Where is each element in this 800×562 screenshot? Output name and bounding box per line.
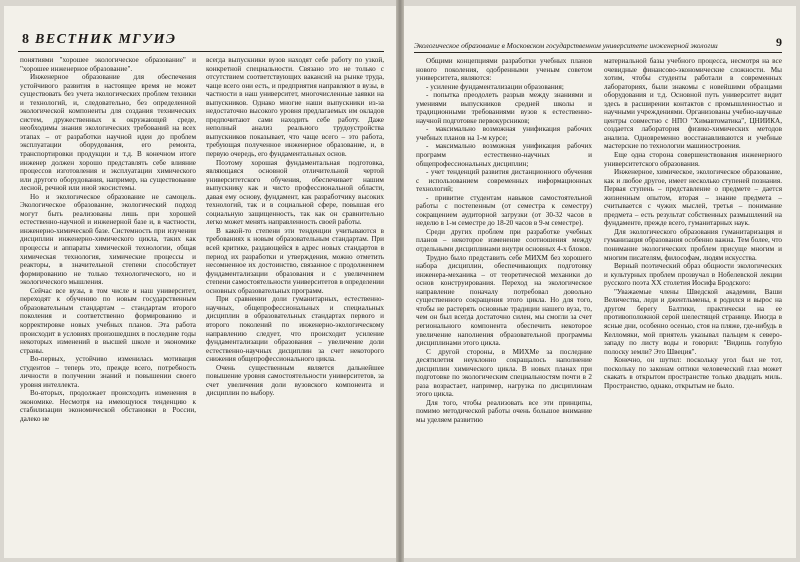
list-item: - максимально возможная унификация рабочих учебных планов на 1-м курсе;	[416, 125, 592, 142]
paragraph: Очень существенным является дальнейшее повышение уровня самостоятельности университетов, за счет увеличения доли вузовского компонента и дисциплин по выбору.	[206, 363, 384, 398]
list-item: - привитие студентам навыков самостоятельной работы с постепенным (от семестра к семестру) сокращением аудиторной загрузки (от 30-32 часов в неделю в 1-м семестре до 18-20 часов в 9-м семестре).	[416, 193, 592, 228]
quote-paragraph: Конечно, он шутил: поскольку угол был не тот, поскольку по законам оптики человеческий глаз может скакать в открытом пространстве только двадцать миль. Пространство, однако, открытым не было.	[604, 356, 782, 390]
running-title: Экологическое образование в Московском государственном университете инженерной экологии	[414, 41, 718, 50]
paragraph: С другой стороны, в МИХМе за последние десятилетия неуклонно сокращалось наполнение дисциплин химического цикла. В новых планах при подготовке по экологическим специальностям почти в 2 раза возрастает, например, нагрузка по дисциплинам этого цикла.	[416, 347, 592, 399]
paragraph: Поэтому хорошая фундаментальная подготовка, являющаяся основной отличительной чертой университетского обучения, обеспечивает нашим выпускнику как и чисто профессиональной области, давая ему основу, фундамент, как разработчику высоких технологий, так и в социальной сфере, повышая его социальную защищенность, так как он сравнительно легко может менять направленность своей работы.	[206, 158, 384, 227]
paragraph: Верный поэтический образ общности экологических и культурных проблем прозвучал в Нобелевской лекции русского поэта XX столетия Иосифа Бродского:	[604, 262, 782, 288]
left-page-column-1	[20, 56, 196, 424]
page-number: 8	[22, 32, 29, 47]
paragraph: Во-первых, устойчиво изменилась мотивация студентов – теперь это, прежде всего, потребность личности в получении знаний и повышении своего уровня интеллекта.	[20, 355, 196, 389]
list-item: - максимально возможная унификация рабочих программ естественно-научных и общепрофессиональных дисциплин;	[416, 142, 592, 168]
paragraph: Инженерное образование для обеспечения устойчивого развития в настоящее время не может существовать без учета экологических проблем техники и технологий, и, следовательно, без определенной экологической компоненты для создания технических систем, дружественных к окружающей среде, необходимы знания экологических требований на всех этапах – от разработки научной идеи до проблем эксплуатации оборудования, его ремонта, транспортировки продукции и т.д. В конечном итоге инженер должен хорошо представлять себе влияние процессов изготовления и эксплуатации химического или другого оборудования, например, на существование лесной, речной или иной экосистемы.	[20, 73, 196, 193]
paragraph: В какой-то степени эти тенденции учитываются в требованиях к новым образовательным стандартам. При всей критике, раздающейся в адрес новых стандартов в период их разработки и утверждения, можно отметить несомненное их достоинство, связанное с продолжением фундаментализации образования и с увеличением степени самостоятельности университетов в определении основных образовательных программ.	[206, 226, 384, 295]
paragraph: материальной базы учебного процесса, несмотря на все очевидные финансово-экономические сложности. Мы хотим, чтобы студенты работали в современных лабораториях, были знакомы с новейшими образцами оборудования и т.д. Основной путь университет видит здесь в расширении контактов с промышленностью и научными учреждениями. Организованы учебно-научные центры совместно с НПО "Химавтоматика", ЦНИИКА, создается лаборатория физико-химических методов анализа. Одновременно восстанавливаются и учебные мастерские по технологии машиностроения.	[604, 57, 782, 151]
paragraph: всегда выпускники вузов находят себе работу по узкой, конкретной специальности. Связано это не только с отсутствием соответствующих вакансий на рынке труда, чаще всего они есть, и предприятия направляют в вузы, в частности в наш университет, многочисленные заявки на выпускников. Однако многие наши выпускники из-за недостаточно высокого уровня предлагаемых им окладов предпочитают сами находить себе работу. Даже неполный анализ реального трудоустройства выпускников показывает, что чаще всего – это работа, требующая полученное инженерное образование, и, в первую очередь, его фундаментальных основ.	[206, 56, 384, 159]
paragraph: Трудно было представить себе МИХМ без хорошего набора дисциплин, обеспечивающих подготовку инженера-механика – от теоретической механики до основ конструирования. Переход на экологическое направление поначалу потребовал довольно существенного сокращения этого цикла. Но для того, чтобы не растерять основные традиции нашего вуза, то, чем он был всегда достаточно силен, мы смогли за счет регионального компонента обеспечить некоторое увеличение наполнения образовательной программы дисциплинами этого цикла.	[416, 253, 592, 348]
right-page-column-2	[604, 57, 782, 390]
list-item: - учет тенденций развития дистанционного обучения с использованием современных информационных технологий;	[416, 168, 592, 194]
paragraph: Инженерное, химическое, экологическое образование, как и любое другое, имеет несколько ступеней познания. Первая ступень – представление о предмете – дается жизненным опытом, вторая – знание предмета – считывается с чужих мыслей, третья – понимание предмета – есть результат собственных размышлений на фундаменте, прежде всего, гуманитарных наук.	[604, 168, 782, 228]
header-rule	[414, 52, 782, 53]
paragraph: Для того, чтобы реализовать все эти принципы, помимо методической работы очень большое внимание мы уделяем развитию	[416, 398, 592, 424]
left-page-column-2	[206, 56, 384, 398]
journal-title: ВЕСТНИК МГУИЭ	[35, 32, 177, 47]
paragraph: Во-вторых, продолжает происходить изменения в экономике. Несмотря на имеющуюся тенденцию к стабилизации экономической обстановки в России, далеко не	[20, 389, 196, 423]
paragraph: понятиями "хорошее экологическое образование" и "хорошее инженерное образование".	[20, 56, 196, 73]
paragraph: Еще одна сторона совершенствования инженерного университетского образования.	[604, 151, 782, 168]
paragraph: При сравнении доли гуманитарных, естественно-научных, общепрофессиональных и специальных дисциплин в образовательных стандартах первого и второго поколений по инженерно-экологическому направлению следует, что происходит усиление фундаментализации образования – увеличение доли естественно-научных дисциплин за счет некоторого снижения общепрофессионального цикла.	[206, 295, 384, 364]
header-rule	[18, 51, 384, 52]
right-page-column-1	[416, 57, 592, 425]
paragraph: Но и экологическое образование не самоцель. Экологическое образование, экологический подход могут быть реализованы лишь при хорошей естественно-научной и инженерной базе и, в частности, инженерно-химической базе. Системность при изучении дисциплин инженерно-химического цикла, таких как процессы и аппараты химической технологии, общая химическая технология, химические процессы и реакторы, в значительной степени способствует формированию не только технологического, но и экологического мышления.	[20, 192, 196, 287]
book-gutter	[396, 0, 404, 562]
right-page	[404, 6, 796, 558]
left-page-header	[22, 32, 384, 48]
quote-paragraph: "Уважаемые члены Шведской академии, Ваши Величества, леди и джентльмены, я родился и вырос на другом берегу Балтики, практически на ее противоположной серой шелестящей странице. Иногда в ясные дни, особенно осенью, стоя на пляже, где-нибудь в Келломяки, мой приятель указывал пальцем к северо-западу по листу воды и говорил: "Видишь голубую полоску земли? Это Швеция".	[604, 287, 782, 356]
left-page	[4, 6, 396, 558]
right-page-header	[414, 36, 782, 50]
list-item: - усиление фундаментализации образования;	[426, 82, 564, 91]
paragraph: Для экологического образования гуманитаризация и гуманизация образования особенно важна. Тем более, что понимание экологических проблем присуще многим и многим писателям, философам, людям искусства.	[604, 227, 782, 262]
paragraph: Среди других проблем при разработке учебных планов – некоторое изменение соотношения между отдельными дисциплинами внутри основных 4-х блоков.	[416, 227, 592, 254]
list-item: - попытка преодолеть разрыв между знаниями и умениями выпускников средней школы и традиционными требованиями вузов к естественно-научной подготовке первокурсников;	[416, 91, 592, 125]
paragraph: Общими концепциями разработки учебных планов нового поколения, одобренными ученым советом университета, являются:	[416, 57, 592, 83]
paragraph: Сейчас все вузы, в том числе и наш университет, переходят к обучению по новым государственным образовательным стандартам – стандартам второго поколения и соответственно формированию и корректировке новых учебных планов. Эта работа происходит в условиях произошедших в последние годы некоторых изменений в высшей школе и экономике страны.	[20, 286, 196, 355]
page-number: 9	[776, 35, 782, 49]
